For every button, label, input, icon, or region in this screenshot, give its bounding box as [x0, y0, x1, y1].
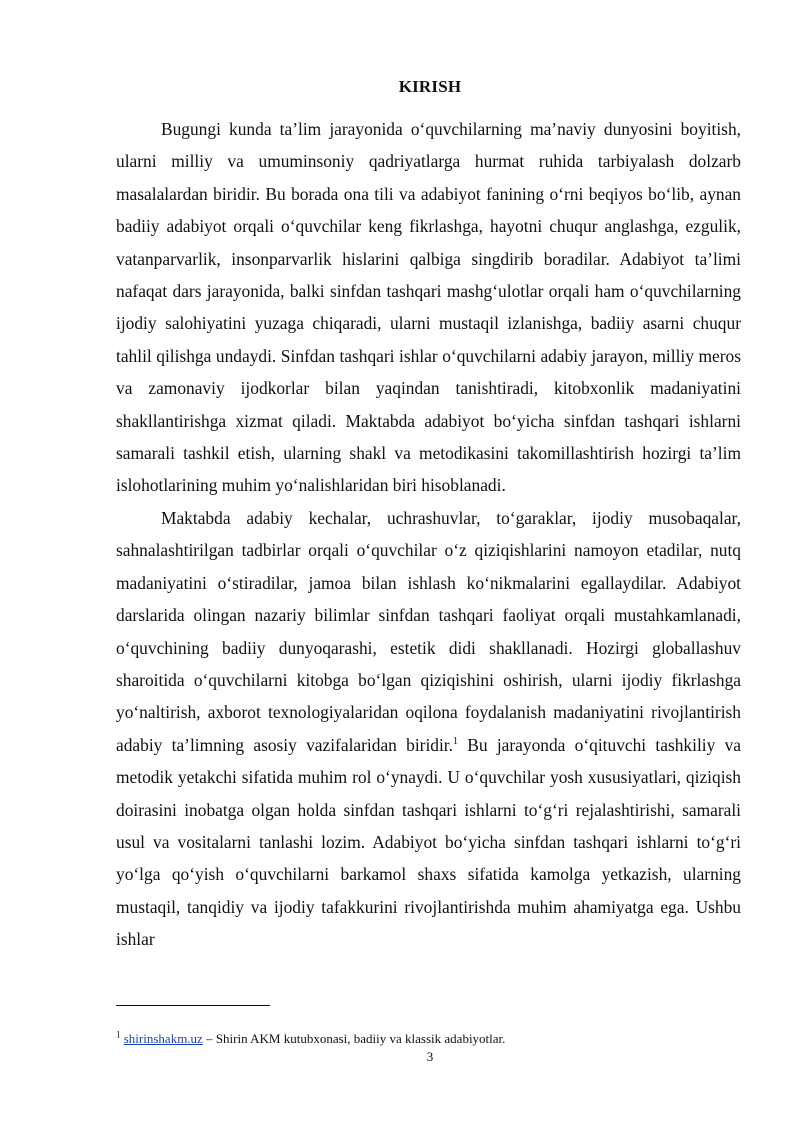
- footnote-number: 1: [116, 1029, 121, 1040]
- paragraph-1: [116, 113, 741, 502]
- paragraph-2-text-before-ref: Maktabda adabiy kechalar, uchrashuvlar, to‘garaklar, ijodiy musobaqalar, sahnalashtirilgan tadbirlar orqali o‘quvchilar o‘z qiziqishlarini namoyon etadilar, nutq madaniyatini o‘stiradilar, jamoa bilan ishlash ko‘nikmalarini egallaydilar. Adabiyot darslarida olingan nazariy bilimlar sinfdan tashqari faoliyat orqali mustahkamlanadi, o‘quvchining badiiy dunyoqarashi, estetik didi shakllanadi. Hozirgi globallashuv sharoitida o‘quvchilarni kitobga bo‘lgan qiziqishini oshirish, ularni ijodiy fikrlashga yo‘naltirish, axborot texnologiyalaridan oqilona foydalanish madaniyatini rivojlantirish adabiy ta’limning asosiy vazifalaridan biridir.: [116, 507, 741, 755]
- footnote-reference: 1: [452, 735, 458, 747]
- paragraph-2-text-after-ref: Bu jarayonda o‘qituvchi tashkiliy va metodik yetakchi sifatida muhim rol o‘ynaydi. U o‘quvchilar yosh xususiyatlari, qiziqish doirasini inobatga olgan holda sinfdan tashqari ishlarni to‘g‘ri rejalashtirishi, samarali usul va vositalarni tanlashi lozim. Adabiyot bo‘yicha sinfdan tashqari ishlarni to‘g‘ri yo‘lga qo‘yish o‘quvchilarni barkamol shaxs sifatida kamolga yetkazish, ularning mustaqil, tanqidiy va ijodiy tafakkurini rivojlantirishda muhim ahamiyatga ega. Ushbu ishlar: [116, 734, 741, 950]
- footnote-separator: [116, 1005, 270, 1006]
- body-text: [116, 113, 741, 956]
- footnote-link[interactable]: shirinshakm.uz: [123, 1031, 203, 1046]
- page-number: 3: [426, 1049, 434, 1064]
- section-title: KIRISH: [398, 77, 462, 96]
- footnote: [116, 1030, 741, 1047]
- footnote-text: – Shirin AKM kutubxonasi, badiiy va klassik adabiyotlar.: [202, 1031, 506, 1046]
- paragraph-1-text: Bugungi kunda ta’lim jarayonida o‘quvchilarning ma’naviy dunyosini boyitish, ularni milliy va umuminsoniy qadriyatlarga hurmat ruhida tarbiyalash dolzarb masalalardan biridir. Bu borada ona tili va adabiyot fanining o‘rni beqiyos bo‘lib, aynan badiiy adabiyot orqali o‘quvchilar keng fikrlashga, hayotni chuqur anglashga, ezgulik, vatanparvarlik, insonparvarlik hislarini qalbiga singdirib boradilar. Adabiyot ta’limi nafaqat dars jarayonida, balki sinfdan tashqari mashg‘ulotlar orqali ham o‘quvchilarning ijodiy salohiyatini yuzaga chiqaradi, ularni mustaqil izlanishga, badiiy asarni chuqur tahlil qilishga undaydi. Sinfdan tashqari ishlar o‘quvchilarni adabiy jarayon, milliy meros va zamonaviy ijodkorlar bilan yaqindan tanishtiradi, kitobxonlik madaniyatini shakllantirishga xizmat qiladi. Maktabda adabiyot bo‘yicha sinfdan tashqari ishlarni samarali tashkil etish, ularning shakl va metodikasini takomillashtirish hozirgi ta’lim islohotlarining muhim yo‘nalishlaridan biri hisoblanadi.: [116, 119, 741, 496]
- paragraph-2: [116, 502, 741, 956]
